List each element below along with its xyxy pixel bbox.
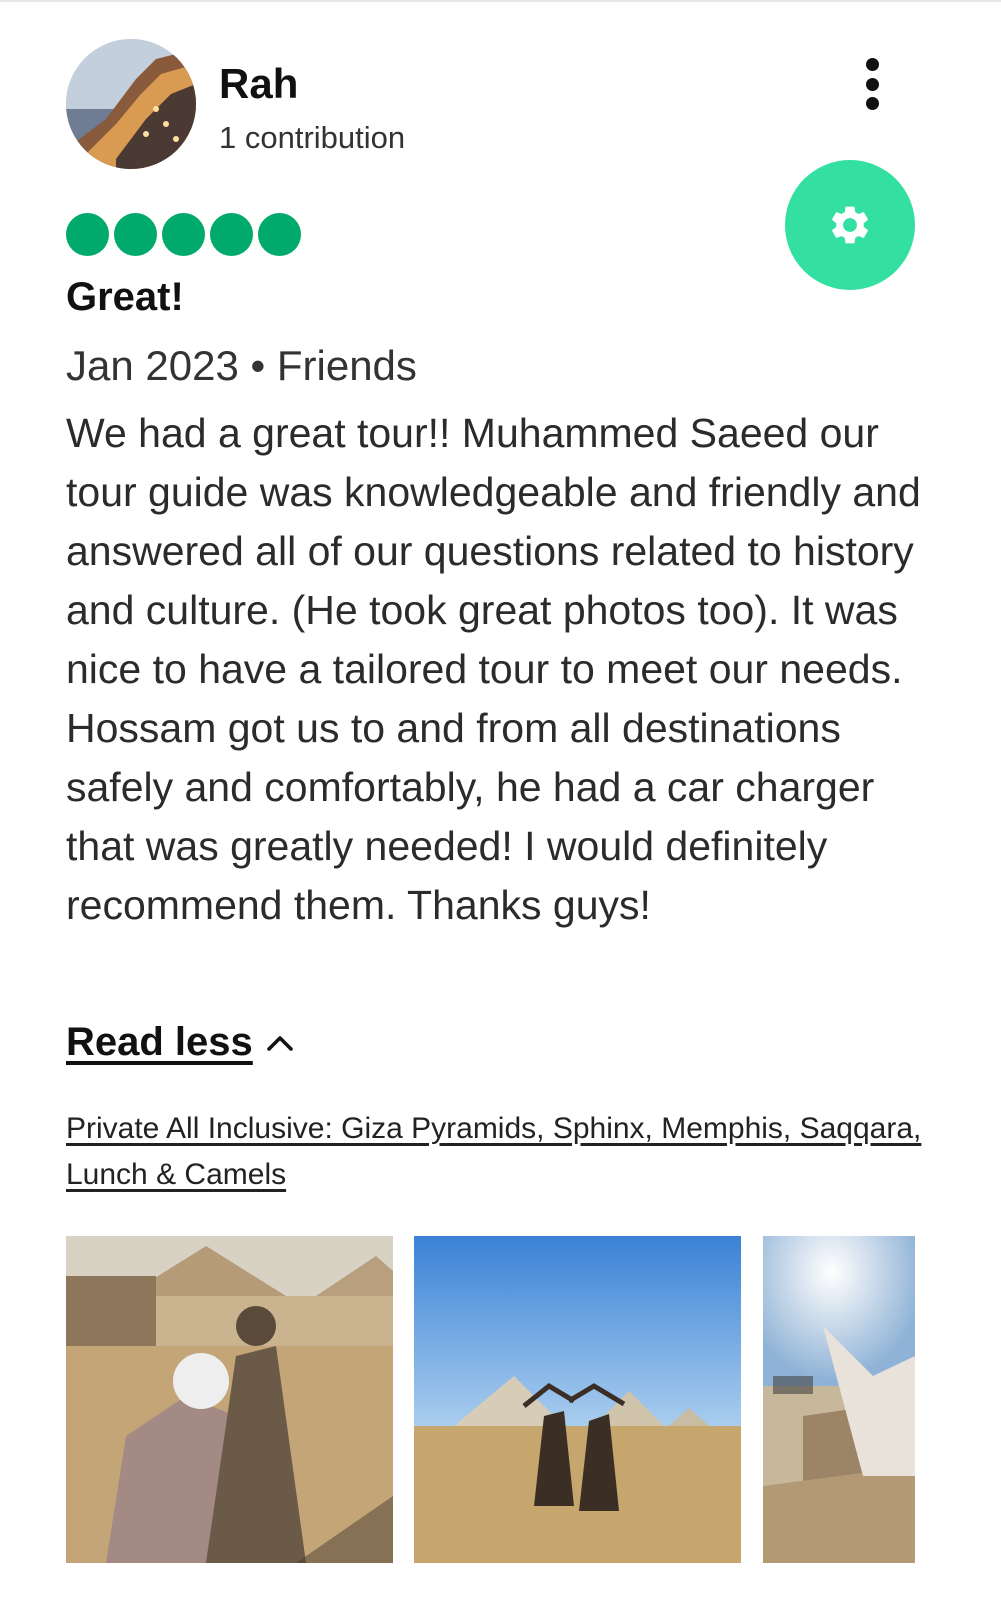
contribution-count: 1 contribution	[219, 120, 406, 155]
rating-bubble	[114, 213, 157, 256]
rating-bubbles	[66, 213, 301, 256]
rating-bubble	[258, 213, 301, 256]
gear-icon	[827, 202, 873, 248]
reviewer-name[interactable]: Rah	[219, 60, 299, 107]
rating-bubble	[210, 213, 253, 256]
avatar[interactable]	[66, 39, 196, 169]
review-photo[interactable]	[66, 1236, 393, 1563]
more-vertical-icon-dot	[866, 97, 879, 110]
chevron-up-icon	[265, 1033, 295, 1053]
settings-button[interactable]	[785, 160, 915, 290]
rating-bubble	[66, 213, 109, 256]
review-title: Great!	[66, 275, 184, 319]
read-less-label: Read less	[66, 1020, 253, 1064]
read-less-button[interactable]	[66, 1020, 295, 1065]
review-body: We had a great tour!! Muhammed Saeed our tour guide was knowledgeable and friendly and answered all of our questions related to history and culture. (He took great photos too). It was nice to have a tailored tour to meet our needs. Hossam got us to and from all destinations safely and comfortably, he had a car charger that was greatly needed! I would definitely recommend them. Thanks guys!	[66, 410, 921, 928]
more-vertical-icon	[866, 58, 879, 71]
more-options-button[interactable]	[852, 54, 892, 114]
more-vertical-icon-dot	[866, 78, 879, 91]
tour-product-link[interactable]: Private All Inclusive: Giza Pyramids, Sphinx, Memphis, Saqqara, Lunch & Camels	[66, 1112, 922, 1191]
review-date-and-trip-type: Jan 2023 • Friends	[66, 342, 417, 389]
review-photo[interactable]	[763, 1236, 915, 1563]
rating-bubble	[162, 213, 205, 256]
review-photo[interactable]	[414, 1236, 741, 1563]
